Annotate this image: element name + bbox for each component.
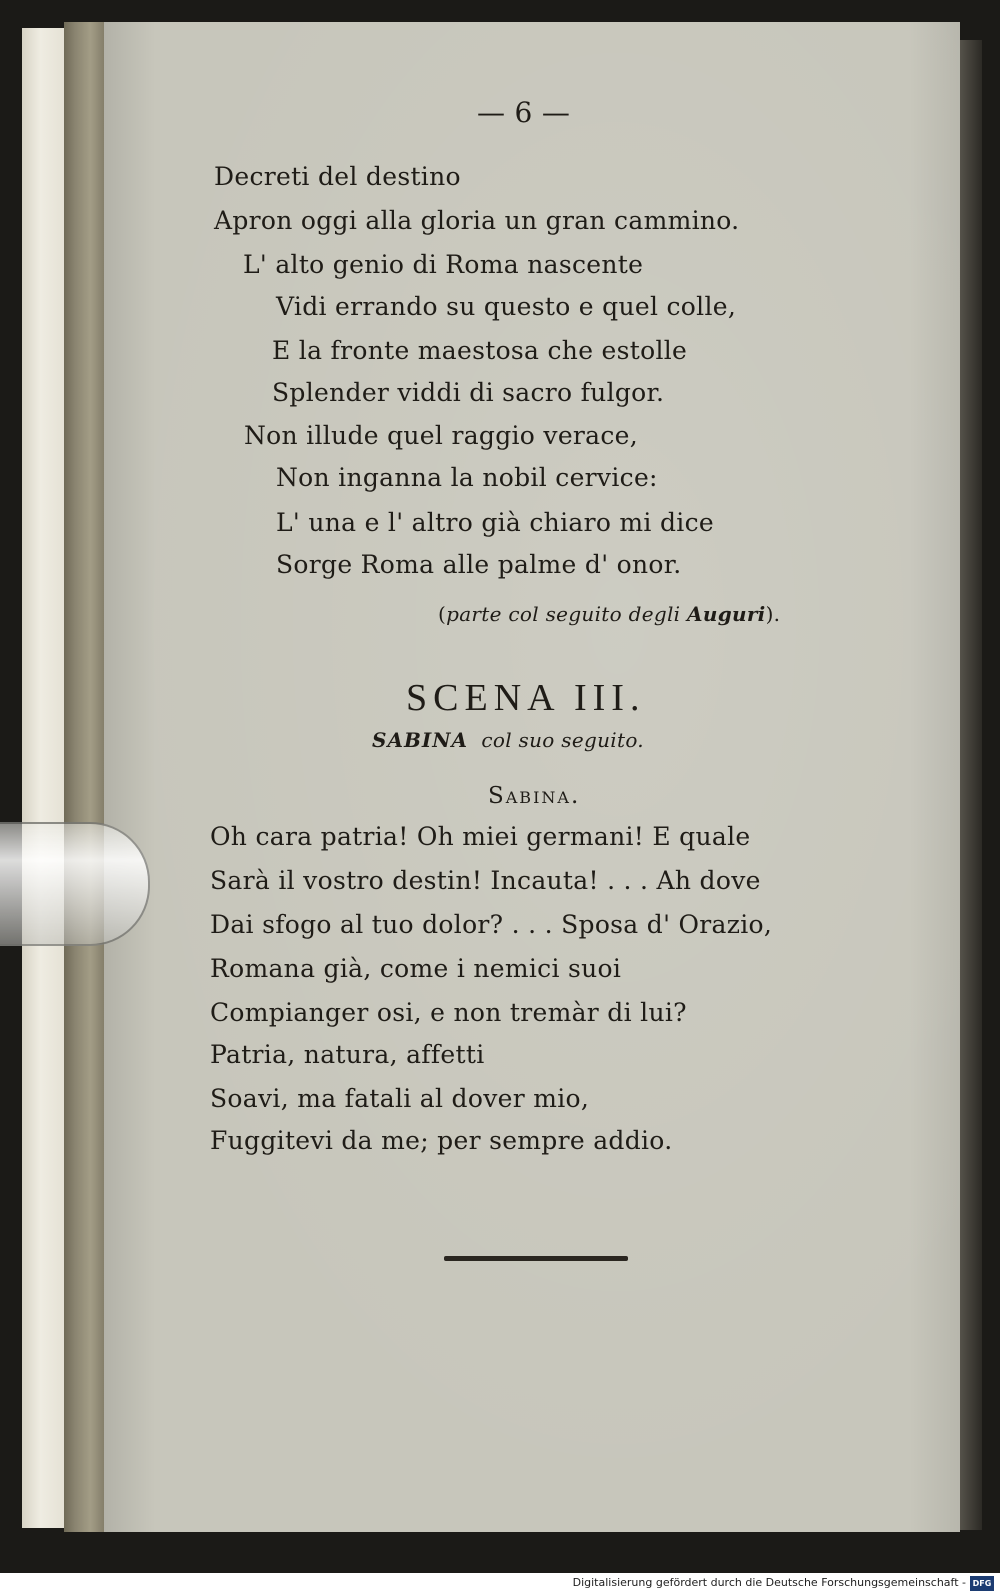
verse-line: Decreti del destino: [214, 162, 461, 191]
verse-line: Sorge Roma alle palme d' onor.: [276, 550, 682, 579]
page-stack-left: [22, 28, 68, 1528]
verse-line: Patria, natura, affetti: [210, 1040, 485, 1069]
speaker-name: Sabina.: [488, 783, 581, 809]
verse-line: Sarà il vostro destin! Incauta! . . . Ah dove: [210, 866, 761, 895]
page-number: — 6 —: [477, 96, 571, 129]
verse-line: Apron oggi alla gloria un gran cammino.: [214, 206, 740, 235]
scene-heading: SCENA III.: [406, 677, 646, 719]
stage-direction-name: Auguri: [687, 602, 766, 626]
scene-cast-rest: col suo seguito.: [481, 728, 644, 752]
verse-line: Splender viddi di sacro fulgor.: [272, 378, 665, 407]
stage-direction: [438, 602, 780, 626]
verse-line: E la fronte maestosa che estolle: [272, 336, 688, 365]
footer-credit: Digitalisierung gefördert durch die Deutsche Forschungsgemeinschaft -: [572, 1576, 966, 1589]
footer-bar: [0, 1573, 1000, 1595]
verse-line: Dai sfogo al tuo dolor? . . . Sposa d' Orazio,: [210, 910, 773, 939]
dfg-logo-icon: DFG: [970, 1576, 994, 1591]
verse-line: Non illude quel raggio verace,: [244, 421, 639, 450]
scene-cast-name: SABINA: [372, 728, 469, 752]
verse-line: Fuggitevi da me; per sempre addio.: [210, 1126, 673, 1155]
verse-line: Non inganna la nobil cervice:: [276, 463, 658, 492]
verse-line: Vidi errando su questo e quel colle,: [276, 292, 737, 321]
paren-open: (: [438, 602, 447, 626]
book-page: [104, 22, 960, 1532]
page-clip: [0, 822, 150, 946]
scene-cast: [372, 728, 644, 752]
verse-line: L' alto genio di Roma nascente: [243, 250, 644, 279]
end-rule: [444, 1256, 628, 1261]
stage-direction-text: parte col seguito degli: [446, 602, 681, 626]
verse-line: Romana già, come i nemici suoi: [210, 954, 622, 983]
verse-line: Oh cara patria! Oh miei germani! E quale: [210, 822, 751, 851]
paren-close: ).: [765, 602, 781, 626]
book-binding: [64, 22, 108, 1532]
page-edge-right: [960, 40, 982, 1530]
verse-line: Soavi, ma fatali al dover mio,: [210, 1084, 590, 1113]
verse-line: Compianger osi, e non tremàr di lui?: [210, 998, 687, 1027]
verse-line: L' una e l' altro già chiaro mi dice: [276, 508, 714, 537]
